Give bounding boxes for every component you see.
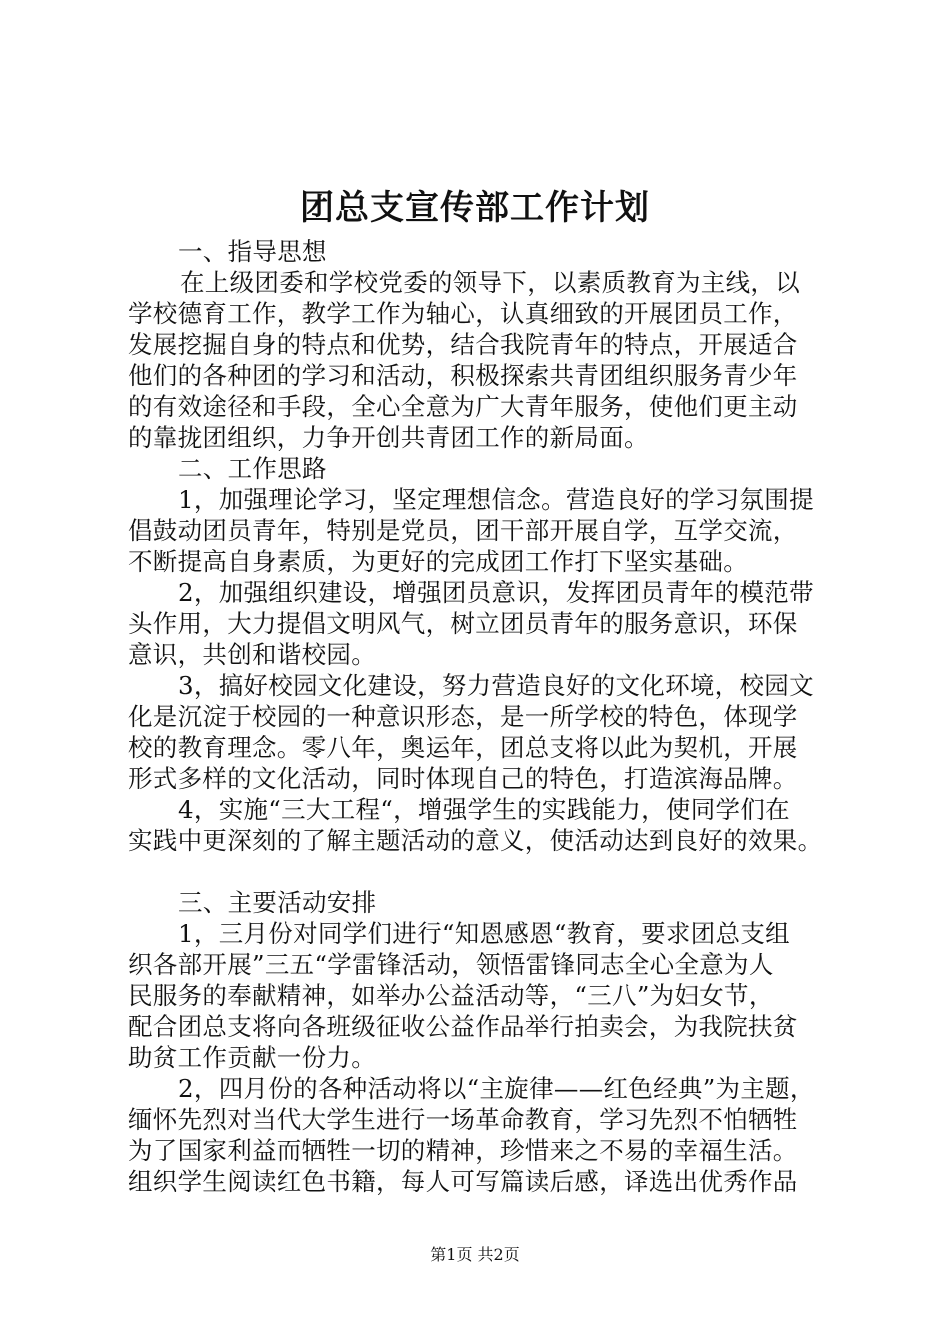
page-number-footer: 第1页 共2页 [430,1245,520,1264]
paragraph-line: 1，加强理论学习，坚定理想信念。营造良好的学习氛围提 [178,485,814,514]
paragraph-line: 倡鼓动团员青年，特别是党员，团干部开展自学，互学交流， [128,516,798,545]
document-title: 团总支宣传部工作计划 [300,188,650,228]
paragraph-line: 4，实施“三大工程“，增强学生的实践能力，使同学们在 [178,795,790,824]
paragraph-line: 3，搞好校园文化建设，努力营造良好的文化环境，校园文 [178,671,814,700]
paragraph-line: 发展挖掘自身的特点和优势，结合我院青年的特点，开展适合 [128,330,798,359]
paragraph-line: 校的教育理念。零八年，奥运年，团总支将以此为契机，开展 [128,733,798,762]
paragraph-line: 缅怀先烈对当代大学生进行一场革命教育，学习先烈不怕牺牲 [128,1105,798,1134]
section-heading: 二、工作思路 [178,454,327,483]
section-heading: 一、指导思想 [178,237,327,266]
paragraph-line: 的靠拢团组织，力争开创共青团工作的新局面。 [128,423,649,452]
paragraph-line: 助贫工作贡献一份力。 [128,1043,376,1072]
paragraph-line: 意识，共创和谐校园。 [128,640,376,669]
paragraph-line: 1，三月份对同学们进行“知恩感恩“教育，要求团总支组 [178,919,790,948]
paragraph-line: 组织学生阅读红色书籍，每人可写篇读后感，译选出优秀作品 [128,1167,798,1196]
section-heading: 三、主要活动安排 [178,888,377,917]
paragraph-line: 的有效途径和手段，全心全意为广大青年服务，使他们更主动 [128,392,798,421]
paragraph-line: 2，四月份的各种活动将以“主旋律——红色经典”为主题， [178,1074,815,1103]
paragraph-line: 学校德育工作，教学工作为轴心，认真细致的开展团员工作， [128,299,798,328]
paragraph-line: 为了国家利益而牺牲一切的精神，珍惜来之不易的幸福生活。 [128,1136,798,1165]
paragraph-line: 形式多样的文化活动，同时体现自己的特色，打造滨海品牌。 [128,764,798,793]
paragraph-line: 化是沉淀于校园的一种意识形态，是一所学校的特色，体现学 [128,702,798,731]
paragraph-line: 他们的各种团的学习和活动，积极探索共青团组织服务青少年 [128,361,798,390]
paragraph-line: 织各部开展”三五“学雷锋活动，领悟雷锋同志全心全意为人 [128,950,774,979]
paragraph-line: 头作用，大力提倡文明风气，树立团员青年的服务意识，环保 [128,609,798,638]
paragraph-line: 不断提高自身素质，为更好的完成团工作打下坚实基础。 [128,547,748,576]
paragraph-line: 在上级团委和学校党委的领导下，以素质教育为主线，以 [180,268,800,297]
paragraph-line: 实践中更深刻的了解主题活动的意义，使活动达到良好的效果。 [128,826,823,855]
paragraph-line: 民服务的奉献精神，如举办公益活动等，“三八”为妇女节， [128,981,774,1010]
paragraph-line: 2，加强组织建设，增强团员意识，发挥团员青年的模范带 [178,578,814,607]
paragraph-line: 配合团总支将向各班级征收公益作品举行拍卖会，为我院扶贫 [128,1012,798,1041]
